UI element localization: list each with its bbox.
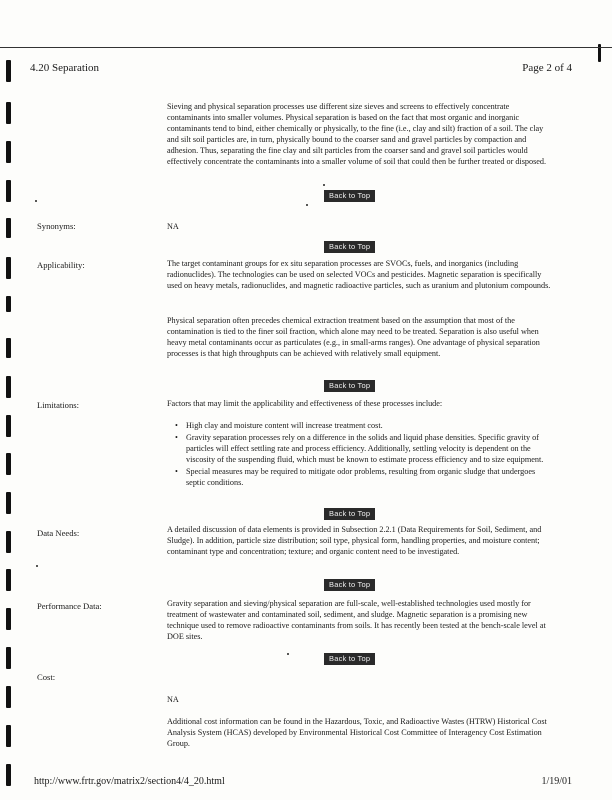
section-title: 4.20 Separation [30, 62, 100, 74]
limitations-label: Limitations: [37, 400, 80, 410]
page-number: Page 2 of 4 [522, 62, 572, 74]
list-item: • Special measures may be required to mitigate odor problems, resulting from organic sludge that undergoes septic conditions. [186, 466, 554, 488]
data-needs-text: A detailed discussion of data elements is provided in Subsection 2.2.1 (Data Requirements for Soil, Sediment, and Sludge). In addition, particle size distribution; soil type, physical form, handling properties, and moisture content; contaminant type and concentration; texture; and organic content need to be investigated. [167, 525, 542, 556]
top-rule [0, 47, 612, 48]
intro-paragraph: Sieving and physical separation processes use different size sieves and screens to effectively concentrate contaminants into smaller volumes. Physical separation is based on the fact that most organic and inorganic contaminants tend to bind, either chemically or physically, to the fine (i.e., clay and silt) fraction of a soil. The clay and silt soil particles are, in turn, physically bound to the coarser sand and gravel particles by compaction and adhesion. Thus, separating the fine clay and silt particles from the coarser sand and gravel soil particles would effectively concentrate the contaminants into a smaller volume of soil that could then be further treated or disposed. [167, 102, 547, 166]
scan-speck [36, 565, 38, 567]
punch-hole [6, 376, 11, 398]
punch-hole [6, 764, 11, 786]
limitations-list [186, 420, 554, 489]
punch-hole [6, 608, 11, 630]
back-to-top-link[interactable]: Back to Top [324, 190, 375, 202]
punch-hole [6, 647, 11, 669]
applicability-paragraph-1: The target contaminant groups for ex situ separation processes are SVOCs, fuels, and inorganics (including radionuclides). The technologies can be used on selected VOCs and pesticides. Magnetic separation is specifically used on heavy metals, radionuclides, and magnetic radioactive particles, such as uranium and plutonium compounds. [167, 259, 551, 290]
scan-speck [306, 204, 308, 206]
synonyms-text: NA [167, 222, 179, 231]
applicability-paragraph-2: Physical separation often precedes chemical extraction treatment based on the assumption that most of the contamination is tied to the finer soil fraction, which alone may need to be treated. Separation is also useful when heavy metal contaminants occur as particulates (e.g., in small-arms ranges). One advantage of physical separation processes is that high throughputs can be achieved with relatively small equipment. [167, 316, 540, 358]
list-item: • High clay and moisture content will increase treatment cost. [186, 420, 554, 431]
synonyms-label: Synonyms: [37, 221, 76, 231]
scan-speck [287, 653, 289, 655]
performance-label: Performance Data: [37, 601, 102, 611]
punch-hole [6, 60, 11, 82]
punch-hole [6, 296, 11, 312]
punch-hole [6, 141, 11, 163]
back-to-top-link[interactable]: Back to Top [324, 653, 375, 665]
cost-text: Additional cost information can be found in the Hazardous, Toxic, and Radioactive Wastes (HTRW) Historical Cost Analysis System (HCAS) developed by Environmental Historical Cost Committee of Interagency Cost Estimation Group. [167, 717, 547, 748]
footer-date: 1/19/01 [541, 776, 572, 787]
performance-text: Gravity separation and sieving/physical separation are full-scale, well-established technologies used mostly for treatment of wastewater and contaminated soil, sediment, and sludge. Magnetic separation is a promising new technique used to remove radioactive contaminants from soils. It has recently been tested at the bench-scale level at DOE sites. [167, 599, 546, 641]
cost-na: NA [167, 695, 179, 704]
punch-hole [6, 180, 11, 202]
limitations-intro: Factors that may limit the applicability and effectiveness of these processes include: [167, 399, 443, 408]
footer-url[interactable]: http://www.frtr.gov/matrix2/section4/4_20.html [34, 776, 225, 787]
list-item: • Gravity separation processes rely on a difference in the solids and liquid phase densities. Specific gravity of particles will effect settling rate and process efficiency. Additionally, settling velocity is dependent on the viscosity of the suspending fluid, which must be known to estimate process efficiency and to size equipment. [186, 432, 554, 465]
cost-label: Cost: [37, 672, 56, 682]
punch-hole [6, 218, 11, 238]
punch-hole [6, 492, 11, 514]
punch-hole [6, 569, 11, 591]
back-to-top-link[interactable]: Back to Top [324, 241, 375, 253]
scan-speck [35, 200, 37, 202]
punch-hole [6, 725, 11, 747]
applicability-label: Applicability: [37, 260, 85, 270]
back-to-top-link[interactable]: Back to Top [324, 380, 375, 392]
scan-speck [323, 184, 325, 186]
punch-hole [6, 415, 11, 437]
back-to-top-link[interactable]: Back to Top [324, 579, 375, 591]
punch-hole [6, 102, 11, 124]
data-needs-label: Data Needs: [37, 528, 80, 538]
punch-hole [6, 257, 11, 279]
punch-hole [6, 686, 11, 708]
punch-hole [6, 531, 11, 553]
punch-hole [6, 338, 11, 358]
punch-hole [6, 453, 11, 475]
back-to-top-link[interactable]: Back to Top [324, 508, 375, 520]
